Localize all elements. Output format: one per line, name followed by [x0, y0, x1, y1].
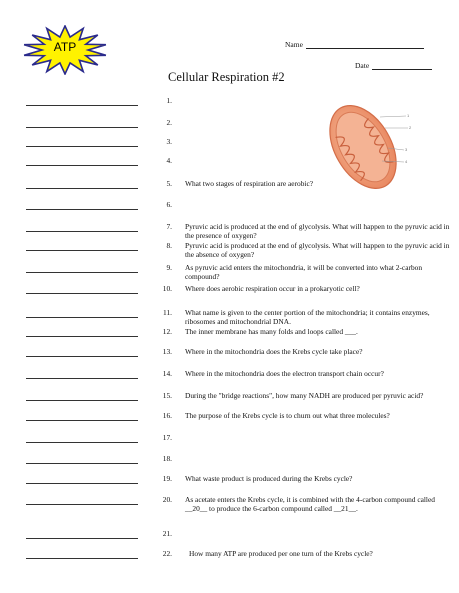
answer-line-18[interactable] [26, 455, 138, 464]
answer-line-13[interactable] [26, 348, 138, 357]
diagram-label-2: 2 [409, 125, 412, 130]
answer-line-19[interactable] [26, 475, 138, 484]
date-line[interactable] [372, 69, 432, 70]
answer-line-21[interactable] [26, 530, 138, 539]
answer-line-9[interactable] [26, 264, 138, 273]
answer-line-22[interactable] [26, 550, 138, 559]
answer-line-20[interactable] [26, 496, 138, 505]
answer-line-16[interactable] [26, 412, 138, 421]
answer-line-14[interactable] [26, 370, 138, 379]
date-label: Date [355, 61, 370, 70]
answer-line-11[interactable] [26, 309, 138, 318]
answer-line-7[interactable] [26, 223, 138, 232]
page-title: Cellular Respiration #2 [168, 70, 285, 84]
atp-starburst [20, 25, 110, 75]
answer-line-3[interactable] [26, 138, 138, 147]
diagram-label-1: 1 [407, 113, 410, 118]
answer-line-15[interactable] [26, 392, 138, 401]
answer-line-6[interactable] [26, 201, 138, 210]
answer-line-4[interactable] [26, 157, 138, 166]
answer-line-1[interactable] [26, 97, 138, 106]
atp-label: ATP [53, 40, 77, 54]
date-field[interactable] [355, 61, 432, 70]
answer-line-2[interactable] [26, 119, 138, 128]
name-field[interactable] [285, 40, 424, 49]
answer-line-10[interactable] [26, 285, 138, 294]
answer-line-12[interactable] [26, 328, 138, 337]
answer-line-17[interactable] [26, 434, 138, 443]
diagram-label-4: 4 [405, 159, 408, 164]
diagram-label-3: 3 [405, 147, 408, 152]
name-line[interactable] [306, 48, 424, 49]
answer-line-5[interactable] [26, 180, 138, 189]
mitochondrion-diagram [318, 95, 416, 195]
answer-line-8[interactable] [26, 242, 138, 251]
name-label: Name [285, 40, 303, 49]
